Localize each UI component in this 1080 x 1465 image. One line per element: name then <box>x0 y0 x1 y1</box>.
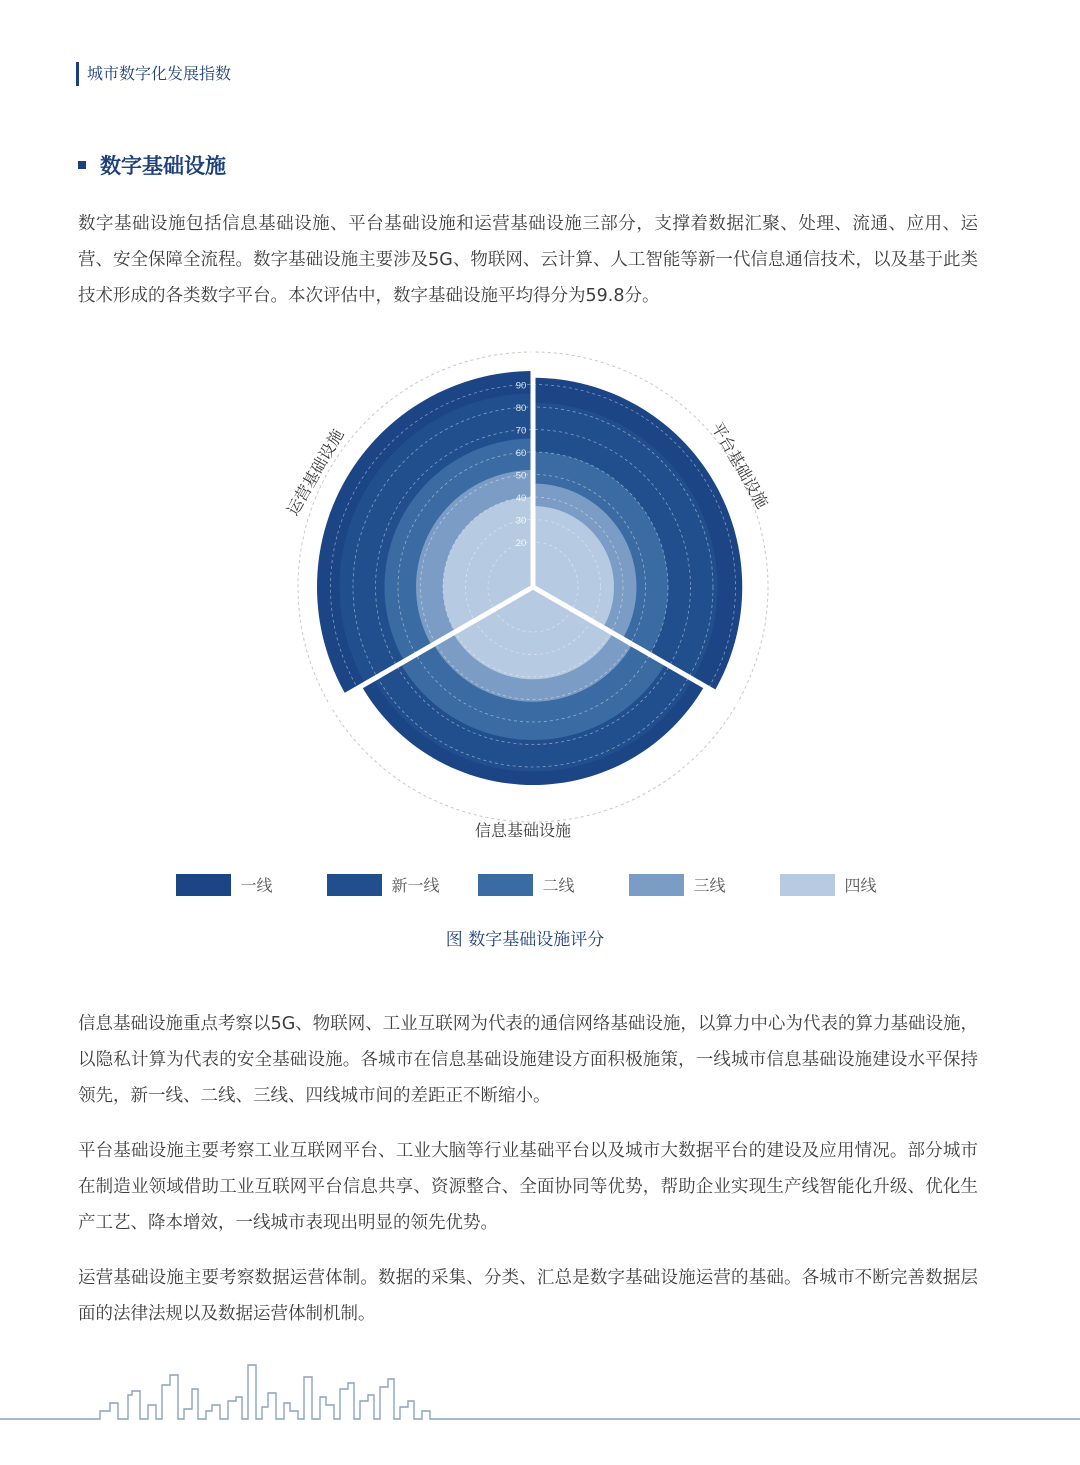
tick-label-60: 60 <box>515 448 527 459</box>
tick-label-70: 70 <box>515 425 527 437</box>
radial-bar-chart <box>0 340 1080 860</box>
paragraph-operation-infra: 运营基础设施主要考察数据运营体制。数据的采集、分类、汇总是数字基础设施运营的基础。各城市不断完善数据层面的法律法规以及数据运营体制机制。 <box>78 1268 978 1324</box>
intro-paragraph: 数字基础设施包括信息基础设施、平台基础设施和运营基础设施三部分，支撑着数据汇聚、处理、流通、应用、运营、安全保障全流程。数字基础设施主要涉及5G、物联网、云计算、人工智能等新一代信息通信技术，以及基于此类技术形成的各类数字平台。本次评估中，数字基础设施平均得分为59.8分。 <box>78 214 978 306</box>
legend-swatch <box>629 874 684 896</box>
legend-label: 一线 <box>240 876 273 895</box>
city-skyline-decoration <box>0 1345 1080 1435</box>
chart-legend <box>0 873 1080 896</box>
legend-item <box>176 873 301 896</box>
legend-item <box>478 873 603 896</box>
legend-swatch <box>780 874 835 896</box>
legend-label: 新一线 <box>391 876 440 895</box>
legend-swatch <box>478 874 533 896</box>
tick-label-80: 80 <box>515 403 527 414</box>
category-label-platform: 平台基础设施 <box>707 418 772 512</box>
tick-label-20: 20 <box>515 538 527 549</box>
category-label-info: 信息基础设施 <box>474 821 572 840</box>
legend-swatch <box>176 874 231 896</box>
paragraph-platform-infra: 平台基础设施主要考察工业互联网平台、工业大脑等行业基础平台以及城市大数据平台的建设及应用情况。部分城市在制造业领域借助工业互联网平台信息共享、资源整合、全面协同等优势，帮助企业实现生产线智能化升级、优化生产工艺、降本增效，一线城市表现出明显的领先优势。 <box>78 1141 978 1233</box>
legend-label: 二线 <box>542 876 575 895</box>
paragraph-info-infra: 信息基础设施重点考察以5G、物联网、工业互联网为代表的通信网络基础设施，以算力中心为代表的算力基础设施，以隐私计算为代表的安全基础设施。各城市在信息基础设施建设方面积极施策，一线城市信息基础设施建设水平保持领先，新一线、二线、三线、四线城市间的差距正不断缩小。 <box>78 1014 978 1106</box>
figure-caption: 图 数字基础设施评分 <box>445 930 605 950</box>
category-label-operation: 运营基础设施 <box>283 425 348 519</box>
tick-label-50: 50 <box>515 470 527 482</box>
legend-item <box>780 873 905 896</box>
tick-label-40: 40 <box>515 493 527 504</box>
legend-item <box>327 873 452 896</box>
legend-item <box>629 873 754 896</box>
legend-swatch <box>327 874 382 896</box>
legend-label: 三线 <box>693 876 726 895</box>
tick-label-90: 90 <box>515 380 527 392</box>
section-title-text: 数字基础设施 <box>100 154 226 178</box>
page-header: 城市数字化发展指数 <box>76 62 231 86</box>
legend-label: 四线 <box>844 876 877 895</box>
tick-label-100: 100 <box>513 358 529 369</box>
section-title <box>78 150 226 180</box>
bullet-square-icon <box>78 161 86 169</box>
tick-label-30: 30 <box>515 515 527 527</box>
